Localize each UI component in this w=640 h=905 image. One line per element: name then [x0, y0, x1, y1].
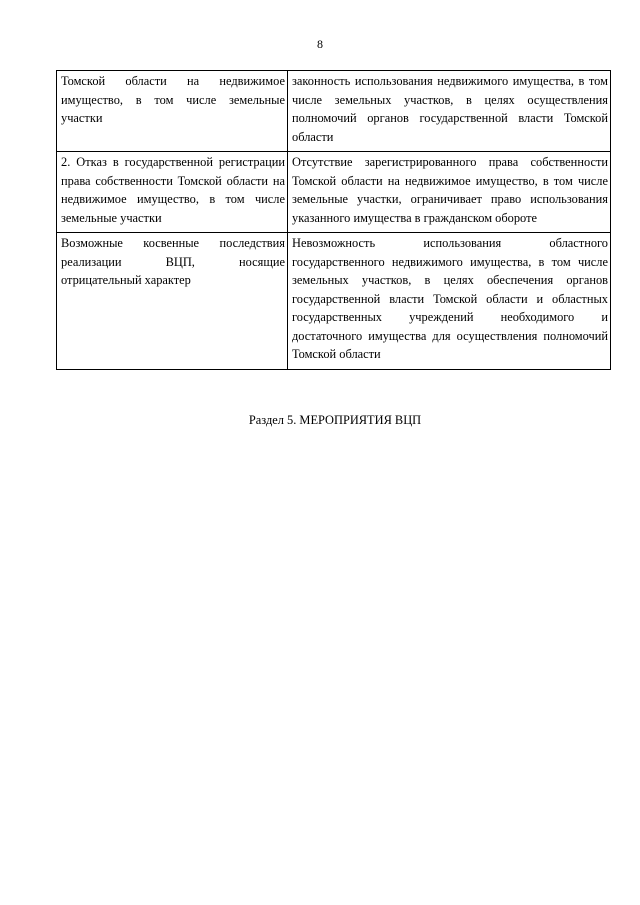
table-cell-right: Невозможность использования областного государственного недвижимого имущества, в том числе земельных участков, в целях обеспечения органов государственной власти Томской области и областных государственных учреждений необходимого и достаточного имущества для осуществления полномочий Томской области: [288, 233, 611, 370]
risk-table: [56, 70, 611, 370]
page-number: 8: [317, 37, 323, 51]
table-row: [57, 71, 611, 152]
section-heading: Раздел 5. МЕРОПРИЯТИЯ ВЦП: [248, 413, 422, 427]
table-cell-left: Томской области на недвижимое имущество, в том числе земельные участки: [57, 71, 288, 152]
table-cell-right: Отсутствие зарегистрированного права собственности Томской области на недвижимое имущество, в том числе земельные участки, ограничивает право использования указанного имущества в гражданском обороте: [288, 152, 611, 233]
table-cell-left: Возможные косвенные последствия реализации ВЦП, носящие отрицательный характер: [57, 233, 288, 370]
table-row: [57, 152, 611, 233]
table-cell-left: 2. Отказ в государственной регистрации права собственности Томской области на недвижимое имущество, в том числе земельные участки: [57, 152, 288, 233]
table-cell-right: законность использования недвижимого имущества, в том числе земельных участков, в целях осуществления полномочий органов государственной власти Томской области: [288, 71, 611, 152]
table-row: [57, 233, 611, 370]
